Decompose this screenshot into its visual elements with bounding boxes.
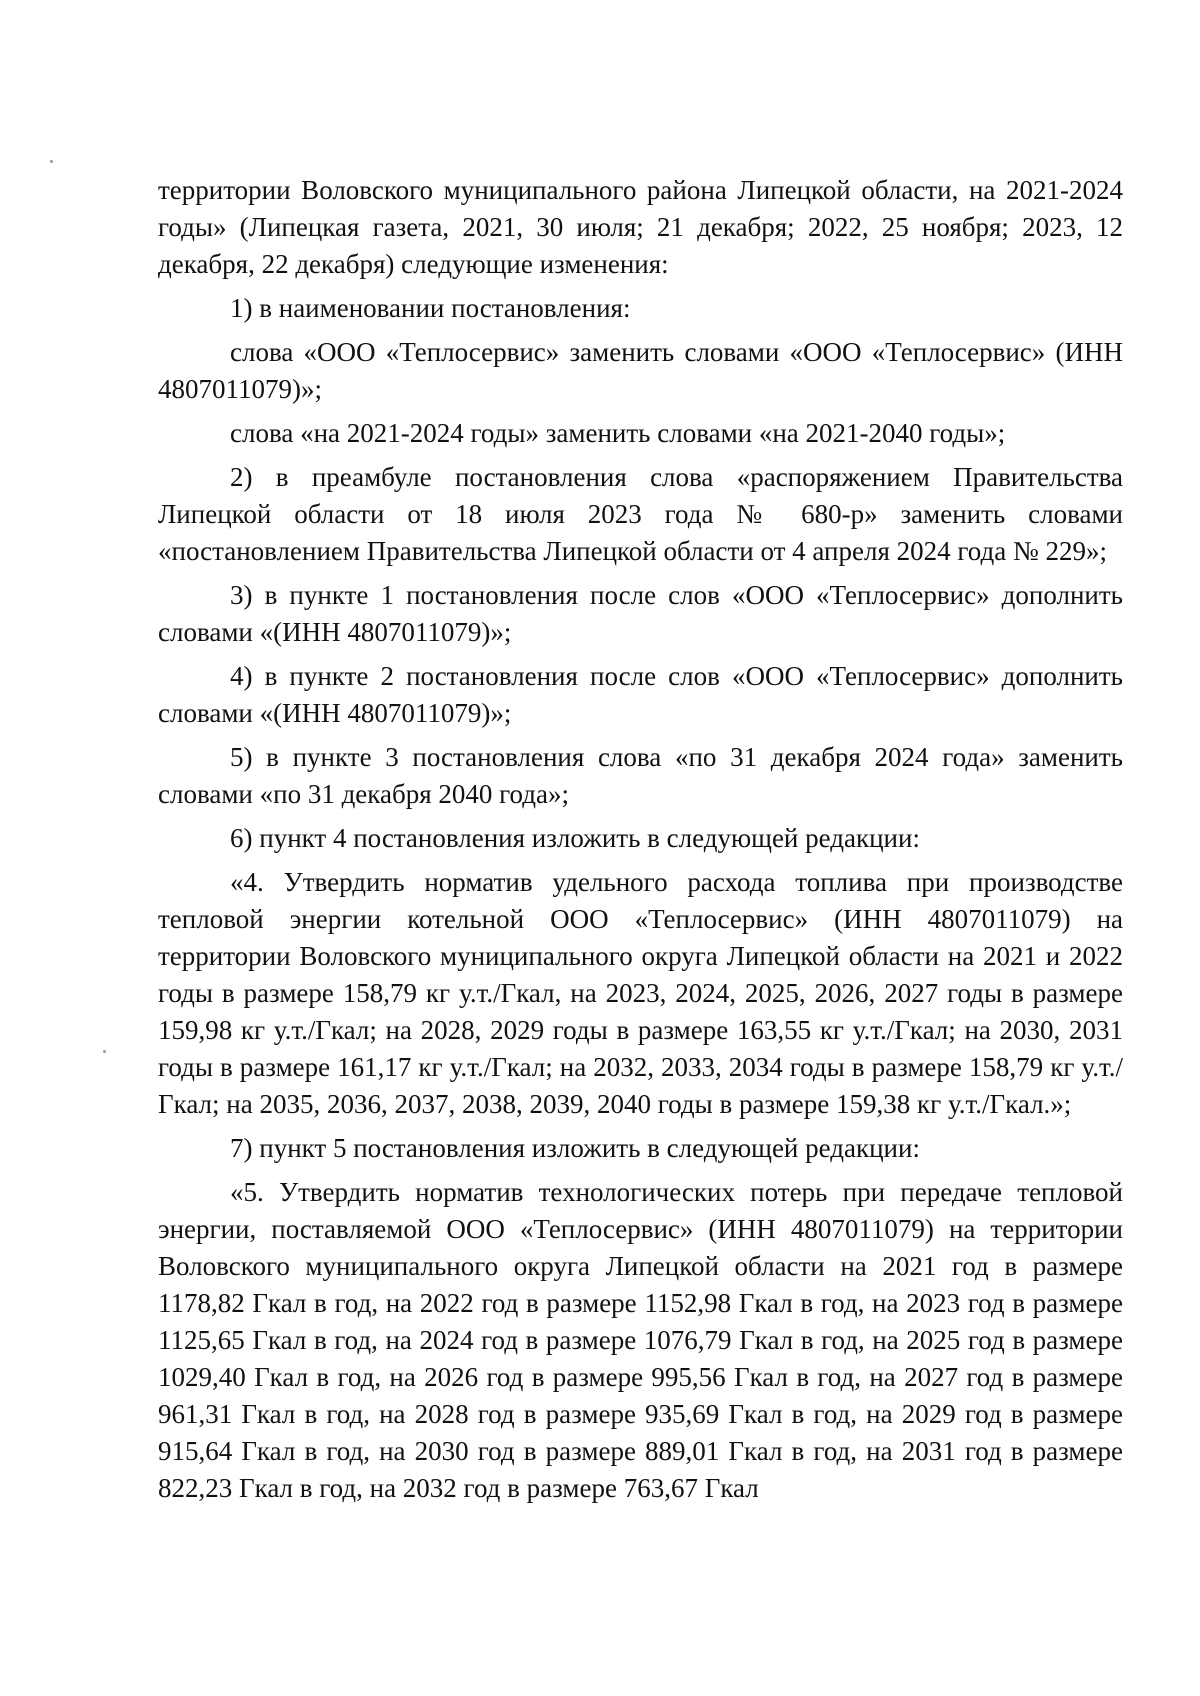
paragraph-clause-5: «5. Утвердить норматив технологических потерь при передаче тепловой энергии, поставляемой ООО «Теплосервис» (ИНН 4807011079) на территории Воловского муниципального округа Липецкой области на 2021 год в размере 1178,82 Гкал в год, на 2022 год в размере 1152,98 Гкал в год, на 2023 год в размере 1125,65 Гкал в год, на 2024 год в размере 1076,79 Гкал в год, на 2025 год в размере 1029,40 Гкал в год, на 2026 год в размере 995,56 Гкал в год, на 2027 год в размере 961,31 Гкал в год, на 2028 год в размере 935,69 Гкал в год, на 2029 год в размере 915,64 Гкал в год, на 2030 год в размере 889,01 Гкал в год, на 2031 год в размере 822,23 Гкал в год, на 2032 год в размере 763,67 Гкал	[158, 1177, 1123, 1503]
scan-speck-top	[50, 160, 53, 163]
paragraph-item-3: 3) в пункте 1 постановления после слов «ООО «Теплосервис» дополнить словами «(ИНН 4807011079)»;	[158, 580, 1123, 647]
paragraph-item-6: 6) пункт 4 постановления изложить в следующей редакции:	[230, 823, 920, 853]
paragraph-intro: территории Воловского муниципального района Липецкой области, на 2021-2024 годы» (Липецкая газета, 2021, 30 июля; 21 декабря; 2022, 25 ноября; 2023, 12 декабря, 22 декабря) следующие изменения:	[158, 175, 1123, 279]
paragraph-item-7: 7) пункт 5 постановления изложить в следующей редакции:	[230, 1133, 920, 1163]
paragraph-item-5: 5) в пункте 3 постановления слова «по 31 декабря 2024 года» заменить словами «по 31 декабря 2040 года»;	[158, 742, 1123, 809]
paragraph-item-2: 2) в преамбуле постановления слова «распоряжением Правительства Липецкой области от 18 июля 2023 года № 680-р» заменить словами «постановлением Правительства Липецкой области от 4 апреля 2024 года № 229»;	[158, 462, 1123, 566]
paragraph-clause-4: «4. Утвердить норматив удельного расхода топлива при производстве тепловой энергии котельной ООО «Теплосервис» (ИНН 4807011079) на территории Воловского муниципального округа Липецкой области на 2021 и 2022 годы в размере 158,79 кг у.т./Гкал, на 2023, 2024, 2025, 2026, 2027 годы в размере 159,98 кг у.т./Гкал; на 2028, 2029 годы в размере 163,55 кг у.т./Гкал; на 2030, 2031 годы в размере 161,17 кг у.т./Гкал; на 2032, 2033, 2034 годы в размере 158,79 кг у.т./Гкал; на 2035, 2036, 2037, 2038, 2039, 2040 годы в размере 159,38 кг у.т./Гкал.»;	[158, 867, 1123, 1119]
paragraph-item-1: 1) в наименовании постановления:	[230, 293, 631, 323]
document-body	[158, 172, 1123, 1514]
scan-speck-middle	[103, 1050, 106, 1053]
paragraph-item-4: 4) в пункте 2 постановления после слов «ООО «Теплосервис» дополнить словами «(ИНН 4807011079)»;	[158, 661, 1123, 728]
paragraph-item-1-words-2: слова «на 2021-2024 годы» заменить словами «на 2021-2040 годы»;	[230, 418, 1006, 448]
paragraph-item-1-words-1: слова «ООО «Теплосервис» заменить словами «ООО «Теплосервис» (ИНН 4807011079)»;	[158, 337, 1123, 404]
